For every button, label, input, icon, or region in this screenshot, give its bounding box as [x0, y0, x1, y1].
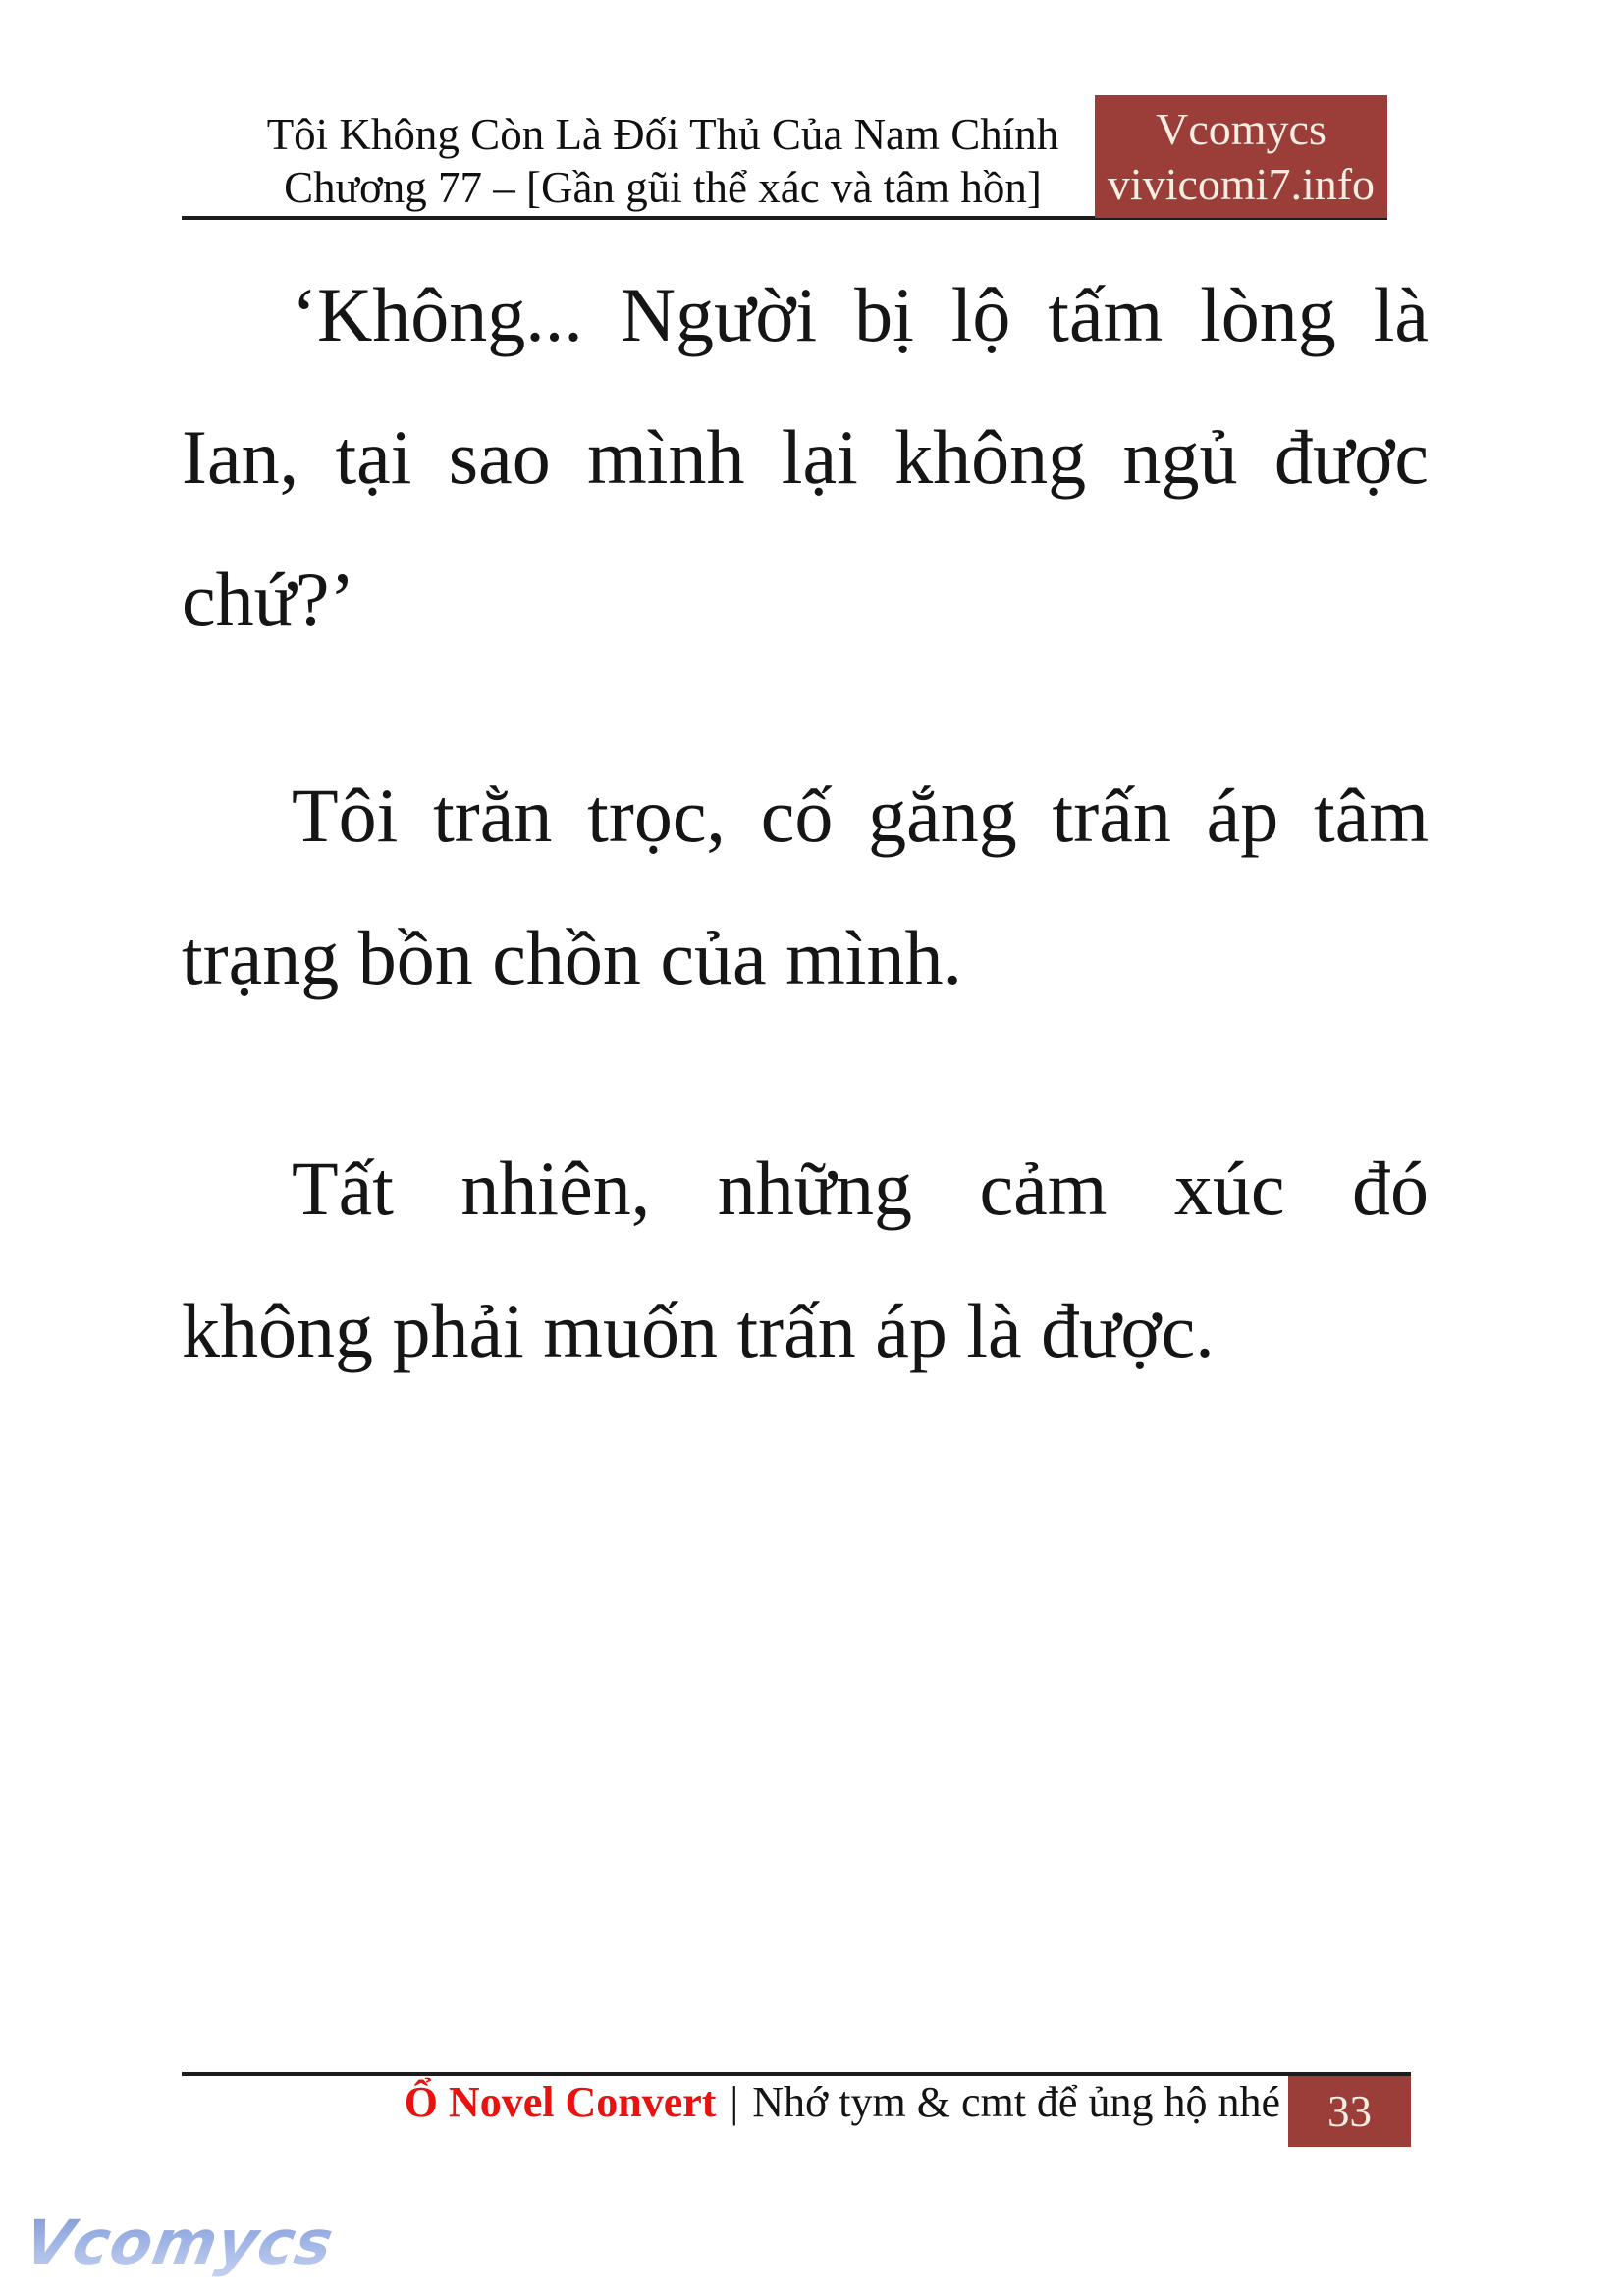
page-number-badge	[1288, 2076, 1411, 2147]
footer-credit	[405, 2078, 1280, 2127]
series-title: Tôi Không Còn Là Đối Thủ Của Nam Chính	[266, 110, 1059, 159]
paragraph	[182, 744, 1429, 1029]
paragraph-line: Ian, tại sao mình lại không ngủ được	[182, 414, 1429, 500]
paragraph-line: chứ?’	[182, 557, 355, 642]
site-url: vivicomi7.info	[1107, 158, 1376, 209]
converter-brand: Ổ Novel Convert	[404, 2078, 717, 2126]
paragraph-line: Tôi trằn trọc, cố gắng trấn áp tâm	[292, 773, 1429, 858]
paragraph-line: trạng bồn chồn của mình.	[182, 915, 962, 1000]
vcomycs-watermark-logo: Vcomycs	[19, 2207, 340, 2278]
paragraph	[182, 1117, 1429, 1402]
site-badge	[1095, 95, 1387, 218]
footer-message: Nhớ tym & cmt để ủng hộ nhé	[752, 2078, 1280, 2126]
paragraph-line: không phải muốn trấn áp là được.	[182, 1288, 1215, 1373]
paragraph	[182, 243, 1429, 670]
footer-divider	[182, 2072, 1411, 2076]
story-text	[182, 243, 1429, 1402]
chapter-title: Chương 77 – [Gần gũi thể xác và tâm hồn]	[284, 163, 1042, 212]
chapter-header	[196, 108, 1129, 214]
site-name: Vcomycs	[1156, 103, 1326, 154]
paragraph-line: ‘Không... Người bị lộ tấm lòng là	[292, 272, 1429, 357]
paragraph-line: Tất nhiên, những cảm xúc đó	[292, 1146, 1429, 1231]
page-number: 33	[1327, 2087, 1372, 2136]
footer-separator: |	[730, 2078, 739, 2126]
